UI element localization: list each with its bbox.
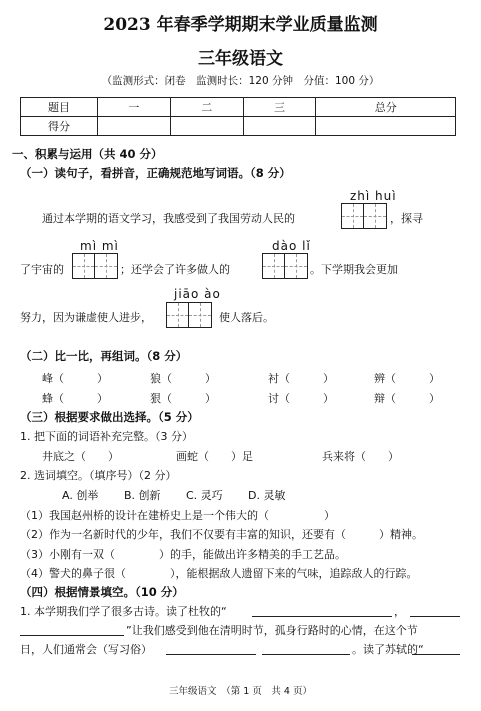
score-row-label: 得分: [21, 117, 98, 136]
idiom-item[interactable]: 画蛇（ ）足: [176, 450, 253, 463]
option-item: D. 灵敏: [248, 489, 286, 502]
answer-blank[interactable]: [166, 654, 256, 655]
compare-item[interactable]: 辨（ ）: [374, 372, 440, 385]
idiom-item[interactable]: 兵来将（ ）: [322, 450, 399, 463]
passage-line2-b: ；还学会了许多做人的: [120, 263, 230, 276]
part2-title: （二）比一比，再组词。（8 分）: [20, 349, 188, 363]
passage-line1: 通过本学期的语文学习，我感受到了我国劳动人民的: [42, 212, 295, 225]
writing-grid-jiaoao[interactable]: [166, 302, 212, 328]
pinyin-zhihui: zhì huì: [350, 189, 397, 203]
exam-info: （监测形式：闭卷 监测时长：120 分钟 分值：100 分）: [101, 75, 380, 87]
poem-question-d: 日，人们通常会（写习俗）: [20, 643, 152, 656]
page-footer: 三年级语文 （第 1 页 共 4 页）: [169, 686, 312, 697]
part3-question2: 2. 选词填空。（填序号）（2 分）: [20, 469, 177, 482]
compare-item[interactable]: 辩（ ）: [374, 392, 440, 405]
compare-item[interactable]: 讨（ ）: [268, 392, 334, 405]
poem-question-e: 。读了苏轼的“: [352, 643, 424, 656]
passage-line2-c: 。下学期我会更加: [310, 263, 398, 276]
writing-grid-daoli[interactable]: [262, 253, 308, 279]
part3-title: （三）根据要求做出选择。（5 分）: [20, 410, 199, 424]
compare-item[interactable]: 蜂（ ）: [42, 392, 108, 405]
score-table: [20, 97, 456, 136]
passage-line2-a: 了宇宙的: [20, 263, 64, 276]
score-cell[interactable]: [98, 117, 171, 136]
compare-item[interactable]: 衬（ ）: [268, 372, 334, 385]
poem-question-a: 1. 本学期我们学了很多古诗。读了杜牧的“: [20, 605, 227, 618]
poem-question-c: ”让我们感受到他在清明时节，孤身行路时的心情，在这个节: [126, 624, 418, 637]
score-cell[interactable]: [243, 117, 316, 136]
answer-blank[interactable]: [262, 654, 350, 655]
compare-item[interactable]: 狼（ ）: [150, 372, 216, 385]
option-item: C. 灵巧: [186, 489, 223, 502]
fill-sentence[interactable]: （2）作为一名新时代的少年，我们不仅要有丰富的知识，还要有（ ）精神。: [20, 528, 423, 541]
passage-line1-end: ，探寻: [390, 212, 423, 225]
passage-line3-a: 努力，因为谦虚使人进步，: [20, 311, 152, 324]
score-header-cell: 一: [98, 98, 171, 117]
score-header-cell: 题目: [21, 98, 98, 117]
score-header-cell: 二: [170, 98, 243, 117]
part1-title: （一）读句子，看拼音，正确规范地写词语。（8 分）: [20, 166, 291, 180]
answer-blank[interactable]: [410, 616, 460, 617]
option-item: A. 创举: [62, 489, 99, 502]
passage-line3-b: 使人落后。: [219, 311, 274, 324]
part3-question1: 1. 把下面的词语补充完整。（3 分）: [20, 430, 193, 443]
poem-question-b: ，: [394, 605, 405, 618]
exam-title: 2023 年春季学期期末学业质量监测: [103, 15, 378, 35]
fill-sentence[interactable]: （4）警犬的鼻子很（ ），能根据敌人遗留下来的气味，追踪敌人的行踪。: [20, 567, 418, 580]
score-table-score-row: [21, 117, 456, 136]
compare-item[interactable]: 狠（ ）: [150, 392, 216, 405]
section1-title: 一、积累与运用（共 40 分）: [12, 147, 163, 161]
pinyin-jiaoao: jiāo ào: [174, 287, 221, 301]
writing-grid-zhihui[interactable]: [341, 203, 387, 229]
compare-item[interactable]: 峰（ ）: [42, 372, 108, 385]
pinyin-mimi: mì mì: [80, 239, 119, 253]
score-header-cell: 三: [243, 98, 316, 117]
option-item: B. 创新: [124, 489, 161, 502]
answer-blank[interactable]: [412, 654, 460, 655]
part4-title: （四）根据情景填空。（10 分）: [20, 585, 184, 599]
answer-blank[interactable]: [252, 616, 392, 617]
fill-sentence[interactable]: （3）小刚有一双（ ）的手，能做出许多精美的手工艺品。: [20, 548, 346, 561]
answer-blank[interactable]: [20, 635, 124, 636]
fill-sentence[interactable]: （1）我国赵州桥的设计在建桥史上是一个伟大的（ ）: [20, 509, 335, 522]
writing-grid-mimi[interactable]: [72, 253, 118, 279]
score-cell[interactable]: [170, 117, 243, 136]
score-header-cell: 总分: [316, 98, 456, 117]
score-table-header-row: [21, 98, 456, 117]
score-cell[interactable]: [316, 117, 456, 136]
idiom-item[interactable]: 井底之（ ）: [42, 450, 119, 463]
subject-title: 三年级语文: [198, 49, 283, 69]
pinyin-daoli: dào lǐ: [272, 239, 311, 253]
